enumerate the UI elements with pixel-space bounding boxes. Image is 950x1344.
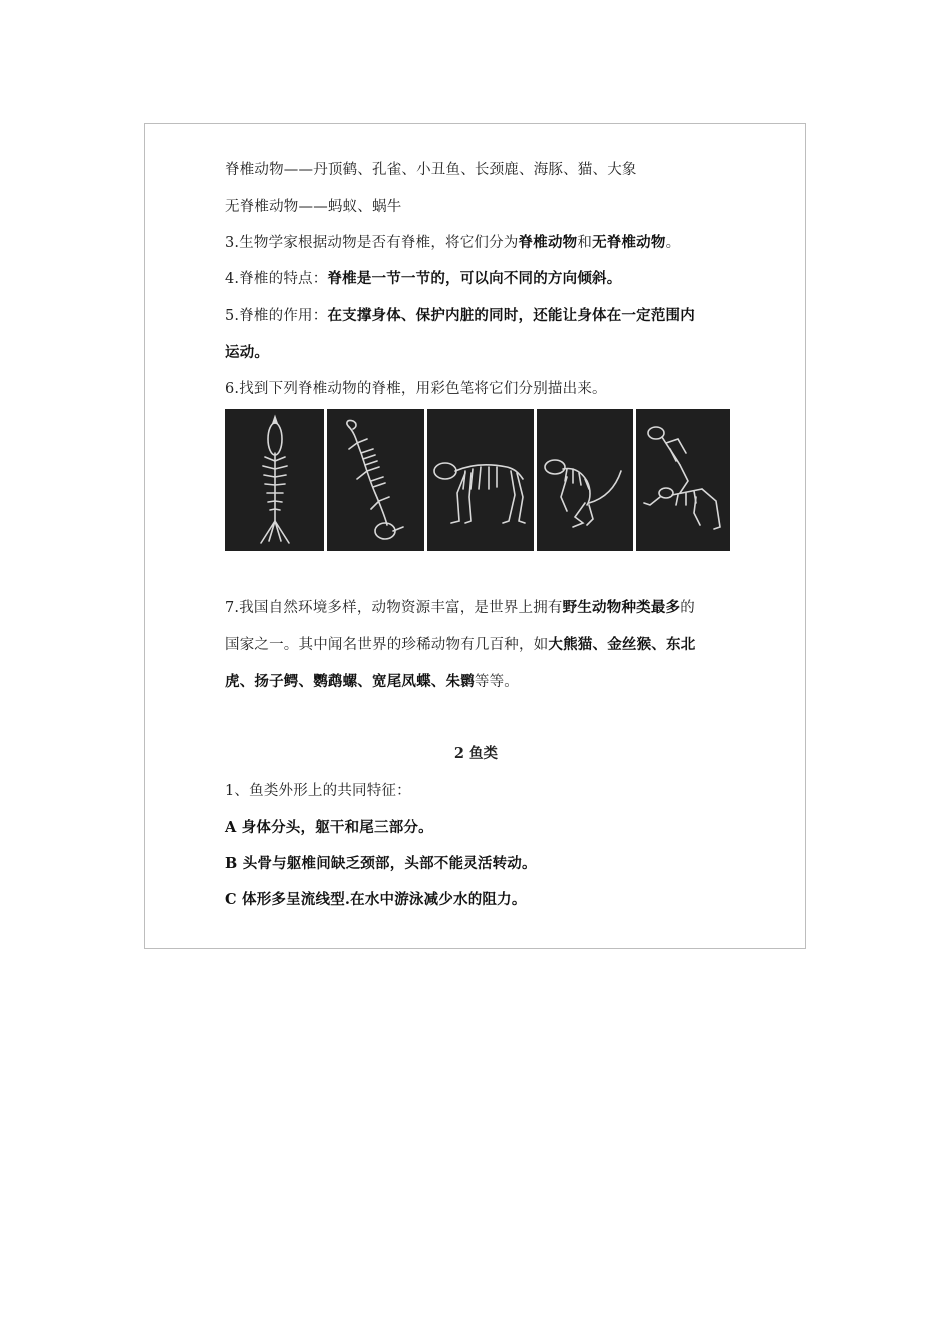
point-7-line-2: 国家之一。其中闻名世界的珍稀动物有几百种，如大熊猫、金丝猴、东北 bbox=[225, 636, 696, 653]
primate-skeleton-icon bbox=[636, 409, 730, 551]
point-5-continued: 运动。 bbox=[225, 344, 270, 361]
fish-question-1: 1、鱼类外形上的共同特征： bbox=[225, 783, 411, 799]
lizard-skeleton-icon bbox=[327, 409, 424, 551]
point-7-line-3: 虎、扬子鳄、鹦鹉螺、宽尾凤蝶、朱鹮等等。 bbox=[225, 673, 520, 690]
fish-skeleton-icon bbox=[225, 409, 324, 551]
document-page bbox=[144, 123, 806, 949]
rodent-skeleton-image bbox=[537, 409, 633, 551]
rodent-skeleton-icon bbox=[537, 409, 633, 551]
point-6: 6.找到下列脊椎动物的脊椎，用彩色笔将它们分别描出来。 bbox=[225, 381, 607, 397]
point-5: 5.脊椎的作用：在支撑身体、保护内脏的同时，还能让身体在一定范围内 bbox=[225, 307, 695, 324]
fish-skeleton-image bbox=[225, 409, 324, 551]
point-3: 3.生物学家根据动物是否有脊椎，将它们分为脊椎动物和无脊椎动物。 bbox=[225, 234, 681, 251]
point-7: 7.我国自然环境多样，动物资源丰富，是世界上拥有野生动物种类最多的 bbox=[225, 599, 695, 616]
bear-skeleton-image bbox=[427, 409, 534, 551]
point-4: 4.脊椎的特点：脊椎是一节一节的，可以向不同的方向倾斜。 bbox=[225, 270, 622, 287]
bear-skeleton-icon bbox=[427, 409, 534, 551]
lizard-skeleton-image bbox=[327, 409, 424, 551]
section-title-fish: 2 鱼类 bbox=[453, 745, 499, 762]
fish-feature-a: A 身体分头，躯干和尾三部分。 bbox=[225, 819, 433, 836]
fish-feature-b: B 头骨与躯椎间缺乏颈部，头部不能灵活转动。 bbox=[225, 855, 537, 872]
fish-feature-c: C 体形多呈流线型.在水中游泳减少水的阻力。 bbox=[225, 891, 527, 908]
vertebrate-list: 脊椎动物——丹顶鹤、孔雀、小丑鱼、长颈鹿、海豚、猫、大象 bbox=[225, 162, 637, 178]
skeleton-photo-strip bbox=[225, 409, 730, 551]
invertebrate-list: 无脊椎动物——蚂蚁、蜗牛 bbox=[225, 199, 402, 215]
primate-skeleton-image bbox=[636, 409, 730, 551]
